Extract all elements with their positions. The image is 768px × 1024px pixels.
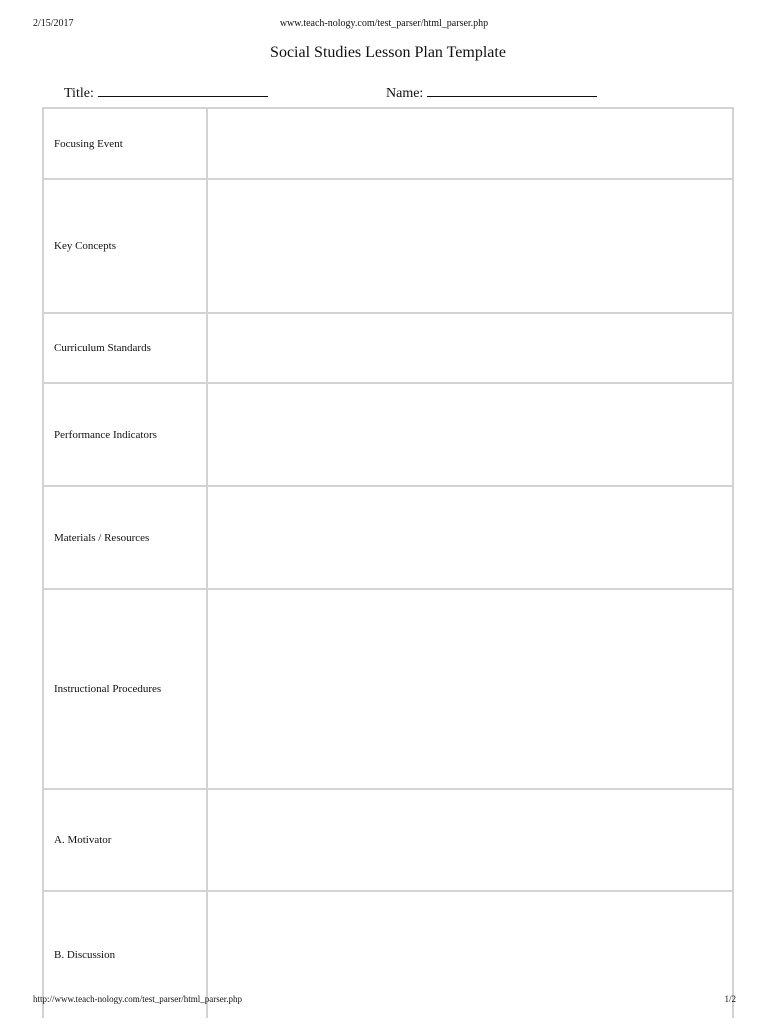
name-label: Name: (386, 86, 424, 101)
table-row (43, 179, 733, 313)
row-value-focusing-event[interactable] (207, 108, 733, 179)
title-field (64, 84, 268, 102)
row-label-instructional-procedures: Instructional Procedures (43, 589, 207, 789)
table-row (43, 589, 733, 789)
page-number: 1/2 (724, 994, 736, 1004)
row-label-performance-indicators: Performance Indicators (43, 383, 207, 486)
table-row (43, 108, 733, 179)
title-label: Title: (64, 86, 94, 101)
table-row (43, 383, 733, 486)
row-label-materials-resources: Materials / Resources (43, 486, 207, 589)
table-row (43, 486, 733, 589)
row-value-curriculum-standards[interactable] (207, 313, 733, 383)
row-value-instructional-procedures[interactable] (207, 589, 733, 789)
row-label-discussion: B. Discussion (43, 891, 207, 1018)
lesson-plan-table (42, 107, 734, 1018)
row-label-focusing-event: Focusing Event (43, 108, 207, 179)
title-blank-line[interactable] (98, 84, 268, 97)
print-header-url: www.teach-nology.com/test_parser/html_parser.php (279, 18, 489, 29)
document-title: Social Studies Lesson Plan Template (270, 44, 506, 61)
row-value-discussion[interactable] (207, 891, 733, 1018)
row-value-motivator[interactable] (207, 789, 733, 891)
row-label-motivator: A. Motivator (43, 789, 207, 891)
row-label-curriculum-standards: Curriculum Standards (43, 313, 207, 383)
name-blank-line[interactable] (427, 84, 597, 97)
name-field (386, 84, 597, 102)
row-value-materials-resources[interactable] (207, 486, 733, 589)
table-row (43, 789, 733, 891)
print-date: 2/15/2017 (33, 18, 74, 29)
row-value-key-concepts[interactable] (207, 179, 733, 313)
row-value-performance-indicators[interactable] (207, 383, 733, 486)
print-footer-url: http://www.teach-nology.com/test_parser/html_parser.php (33, 994, 243, 1004)
row-label-key-concepts: Key Concepts (43, 179, 207, 313)
table-row (43, 313, 733, 383)
